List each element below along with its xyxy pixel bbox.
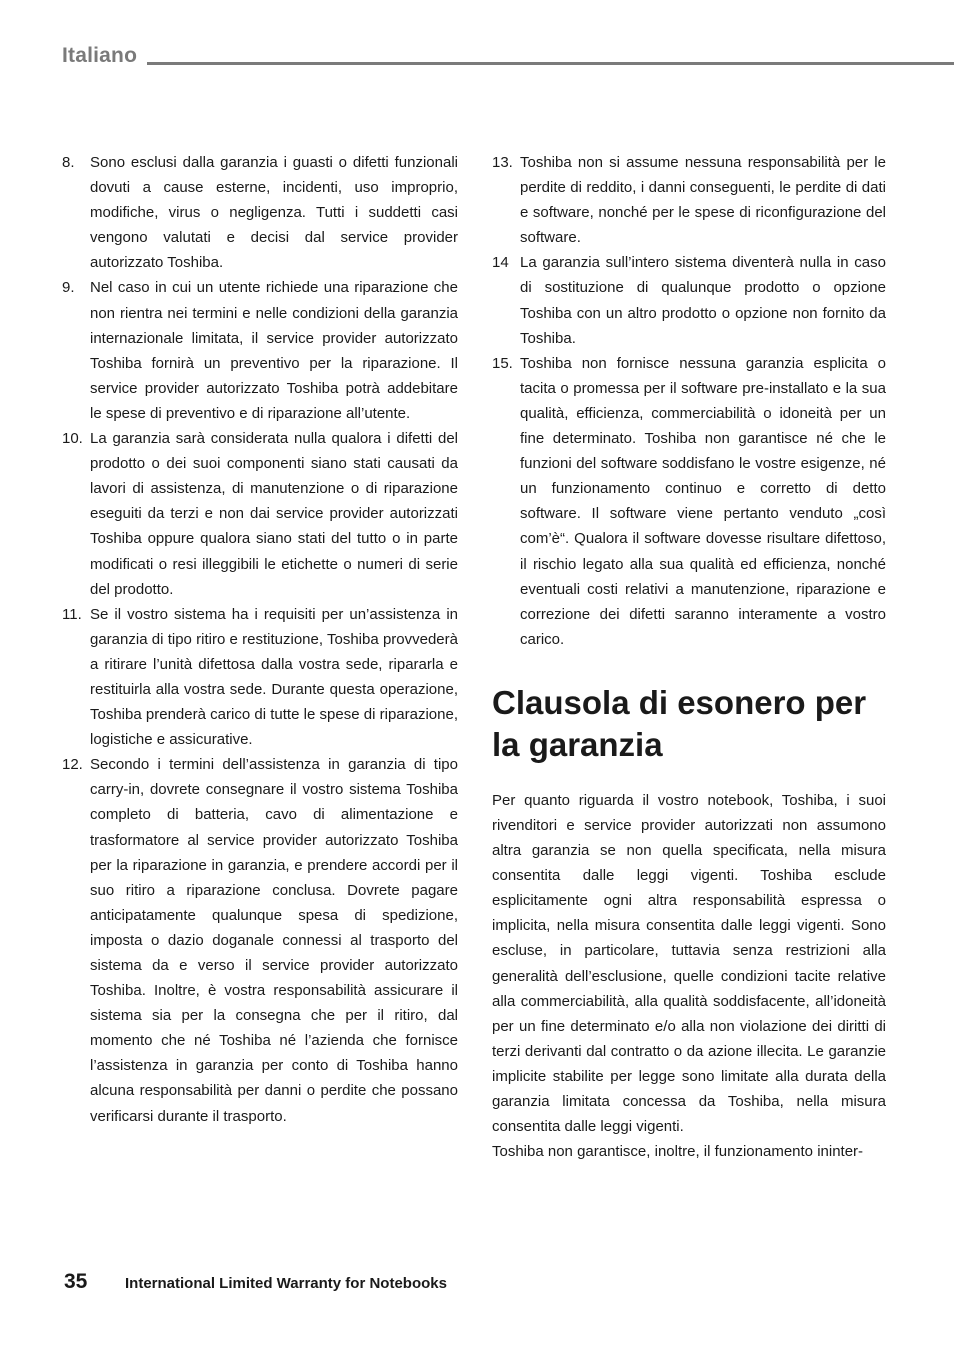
section-heading: Clausola di esonero per la garanzia (492, 683, 867, 763)
item-number: 13. (492, 154, 513, 171)
list-item-11 (62, 602, 458, 753)
section-paragraph: Per quanto riguarda il vostro notebook, Toshiba, i suoi rivenditori e service provider autorizzati non assumono altra garanzia se non quella specificata, nella misura consentita dalle leggi vigenti. Toshiba esclude esplicitamente ogni altra responsabilità espressa o implicita, nella misura consentita dalle leggi vigenti. Sono escluse, in particolare, tuttavia senza restrizioni alla generalità dell’esclusione, quelle condizioni tacite relative alla commerciabilità, alla qualità soddisfacente, all’idoneità per un fine determinato e/o alla non violazione dei diritti di terzi derivanti dal contratto o da azione illecita. Le garanzie implicite stabilite per legge sono limitate alla durata della garanzia limitata concessa da Toshiba, nella misura consentita dalle leggi vigenti. (492, 791, 886, 1136)
item-number: 8. (62, 154, 75, 171)
item-text: La garanzia sarà considerata nulla qualora i difetti del prodotto o dei suoi componenti siano stati causati da lavori di assistenza, di manutenzione o di riparazione eseguiti da terzi e non dai service provider autorizzati Toshiba oppure qualora siano stati del tutto o in parte modificati o resi illeggibili le etichette o numeri di serie del prodotto. (90, 430, 458, 598)
page-footer (62, 1270, 662, 1300)
item-number: 10. (62, 430, 83, 448)
item-number: 15. (492, 354, 513, 372)
right-column (492, 150, 886, 1164)
item-text: Toshiba non si assume nessuna responsabilità per le perdite di reddito, i danni conseguenti, le perdite di dati e software, nonché per le spese di riconfigurazione del software. (520, 154, 886, 247)
list-item-9 (62, 275, 458, 426)
list-item-12 (62, 752, 458, 1128)
section-paragraph: Toshiba non garantisce, inoltre, il funzionamento ininter- (492, 1143, 864, 1161)
list-item-15 (492, 351, 886, 652)
list-item-13 (492, 150, 886, 250)
list-item-14 (492, 250, 886, 350)
item-number: 12. (62, 756, 83, 774)
item-number: 11. (62, 605, 82, 623)
list-item-8 (62, 150, 458, 275)
item-text: La garanzia sull’intero sistema diventerà nulla in caso di sostituzione di qualunque prodotto o opzione Toshiba con un altro prodotto o opzione non fornito da Toshiba. (520, 254, 886, 347)
list-item-10 (62, 426, 458, 602)
header-rule (147, 62, 954, 65)
item-text: Secondo i termini dell’assistenza in garanzia di tipo carry-in, dovrete consegnare il vostro sistema Toshiba completo di batteria, cavo di alimentazione e trasformatore al service provider autorizzato Toshiba per la riparazione in garanzia, e prendere accordi per il suo ritiro a riparazione conclusa. Dovrete pagare anticipatamente qualunque spesa di spedizione, imposta o dazio doganale connessi al trasporto del sistema da e verso il service provider autorizzato Toshiba. Inoltre, è vostra responsabilità assicurare il sistema sia per la consegna che per il ritiro, dal momento che né Toshiba né l’azienda che fornisce l’assistenza in garanzia per conto di Toshiba hanno alcuna responsabilità per danni o perdite che possano verificarsi durante il trasporto. (90, 756, 458, 1125)
item-text: Sono esclusi dalla garanzia i guasti o difetti funzionali dovuti a cause esterne, incidenti, uso improprio, modifiche, virus o negligenza. Tutti i suddetti casi vengono valutati e decisi dal service provider autorizzato Toshiba. (90, 154, 458, 272)
item-text: Toshiba non fornisce nessuna garanzia esplicita o tacita o promessa per il software pre-installato e la sua qualità, efficienza, commerciabilità o idoneità per un fine determinato. Toshiba non garantisce né che le funzioni del software soddisfano le vostre esigenze, né un funzionamento continuo e corretto di detto software. Il software viene pertanto venduto „così com’è“. Qualora il software dovesse risultare difettoso, il rischio legato alla sua qualità ed efficienza, nonché eventuali costi relativi a manutenzione, riparazione e correzione dei difetti saranno interamente a vostro carico. (520, 354, 886, 648)
item-text: Nel caso in cui un utente richiede una riparazione che non rientra nei termini e nelle condizioni della garanzia internazionale limitata, il service provider autorizzato Toshiba fornirà un preventivo per la riparazione. Il service provider autorizzato Toshiba potrà addebitare le spese di preventivo e di riparazione all’utente. (90, 279, 458, 422)
item-number: 9. (62, 279, 75, 297)
item-text: Se il vostro sistema ha i requisiti per un’assistenza in garanzia di tipo ritiro e restituzione, Toshiba provvederà a ritirare l’unità difettosa dalla vostra sede, ripararla e restituirla alla vostra sede. Durante questa operazione, Toshiba prenderà carico di tutte le spese di riparazione, logistiche e assicurative. (90, 605, 458, 749)
left-column (62, 150, 458, 1129)
language-title: Italiano (62, 44, 138, 67)
footer-title: International Limited Warranty for Notebooks (125, 1275, 447, 1292)
item-number: 14 (492, 254, 509, 272)
page-header (62, 44, 954, 74)
page-number: 35 (64, 1270, 88, 1293)
